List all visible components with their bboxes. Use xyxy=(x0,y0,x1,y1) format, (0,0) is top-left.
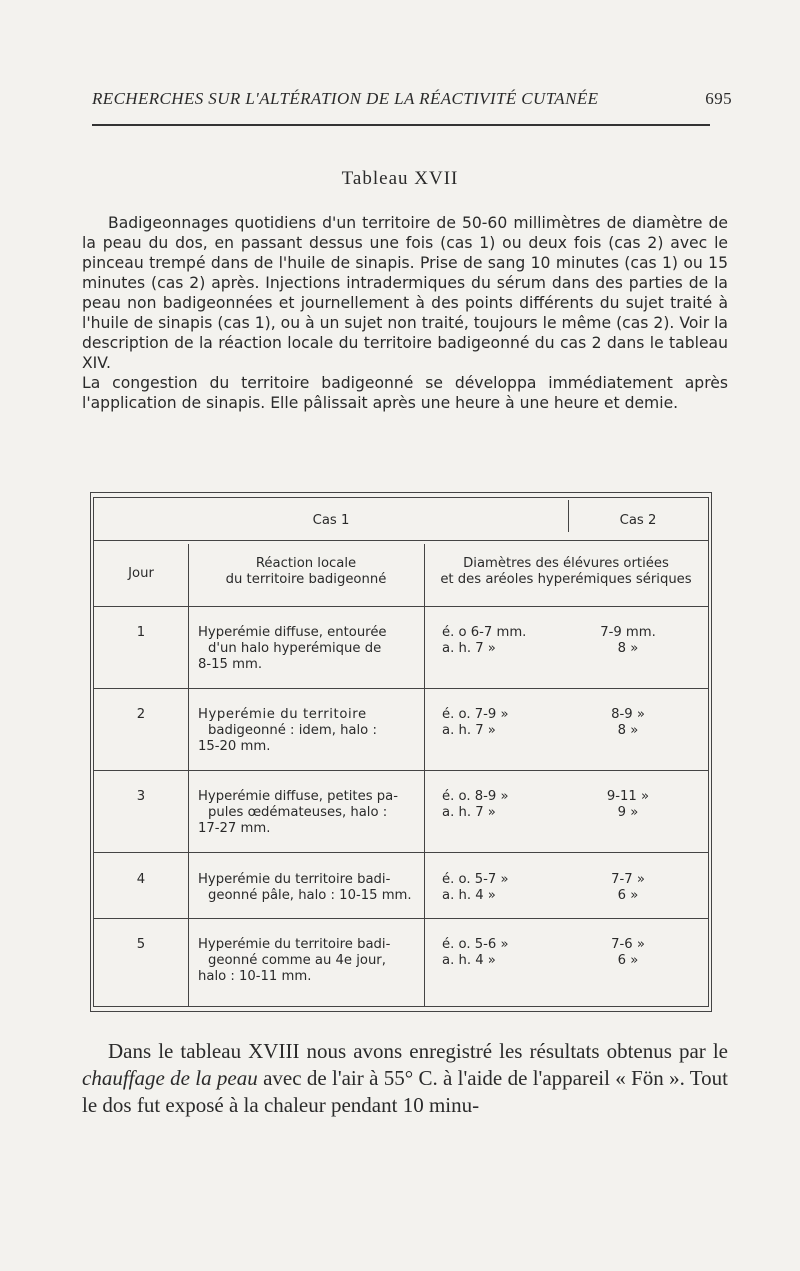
row-3-reaction xyxy=(198,789,416,837)
col-header-jour: Jour xyxy=(128,566,154,581)
row-5-cas2 xyxy=(578,937,678,969)
row-3-reaction-line: 17-27 mm. xyxy=(198,821,271,836)
row-2-cas2 xyxy=(578,707,678,739)
row-3-cas1 xyxy=(442,789,509,821)
cas1-label: Cas 1 xyxy=(312,513,350,528)
row-1-cas1-eo: é. o 6-7 mm. xyxy=(442,625,527,640)
col-divider-2 xyxy=(424,544,425,1006)
intro-paragraph-2: La congestion du territoire badigeonné se développa immédiatement après l'application de sinapis. Elle pâlissait après une heure à une heure et demie. xyxy=(82,374,728,412)
row-5-cas1-ah: a. h. 4 » xyxy=(442,953,496,968)
row-rule xyxy=(94,770,708,771)
row-rule xyxy=(94,852,708,853)
row-2-reaction-line: badigeonné : idem, halo : xyxy=(208,723,377,738)
intro-text xyxy=(82,213,728,413)
row-2-cas2-eo: 8-9 » xyxy=(611,707,645,722)
row-4-cas2-ah: 6 » xyxy=(617,888,639,903)
row-4-jour: 4 xyxy=(136,872,146,887)
header-rule-2 xyxy=(94,606,708,607)
row-3-cas1-ah: a. h. 7 » xyxy=(442,805,496,820)
row-5-jour: 5 xyxy=(136,937,146,952)
row-4-cas1-ah: a. h. 4 » xyxy=(442,888,496,903)
row-2-cas2-ah: 8 » xyxy=(617,723,639,738)
col-divider-1 xyxy=(188,544,189,1006)
col-header-reaction-line-1: Réaction locale xyxy=(255,556,357,571)
header-rule-1 xyxy=(94,540,708,541)
row-5-reaction-line: geonné comme au 4e jour, xyxy=(208,953,386,968)
row-3-reaction-line: Hyperémie diffuse, petites pa- xyxy=(198,789,398,804)
row-2-jour: 2 xyxy=(136,707,146,722)
row-1-cas1-ah: a. h. 7 » xyxy=(442,641,496,656)
row-5-cas1 xyxy=(442,937,509,969)
row-5-reaction xyxy=(198,937,416,985)
row-1-cas2-eo: 7-9 mm. xyxy=(600,625,656,640)
row-1-jour: 1 xyxy=(136,625,146,640)
col-header-diametres-line-2: et des aréoles hyperémiques sériques xyxy=(440,572,692,587)
row-5-cas2-eo: 7-6 » xyxy=(611,937,645,952)
row-3-jour: 3 xyxy=(136,789,146,804)
data-table xyxy=(90,492,712,1012)
col-header-diametres-line-1: Diamètres des élévures ortiées xyxy=(463,556,669,571)
page-number: 695 xyxy=(705,89,732,108)
row-1-reaction-line: 8-15 mm. xyxy=(198,657,263,672)
row-4-reaction xyxy=(198,872,416,904)
row-1-cas1 xyxy=(442,625,526,657)
row-5-reaction-line: halo : 10-11 mm. xyxy=(198,969,312,984)
closing-italic: chauffage de la peau xyxy=(82,1066,258,1090)
col-header-reaction-line-2: du territoire badigeonné xyxy=(225,572,387,587)
intro-paragraph-1: Badigeonnages quotidiens d'un territoire de 50-60 millimètres de diamètre de la peau du dos, en passant dessus une fois (cas 1) ou deux fois (cas 2) avec le pinceau trempé dans de l'huile de sinapis. Prise de sang 10 minutes (cas 1) ou 15 minutes (cas 2) après. Injections intradermiques du sérum dans des parties de la peau non badigeonnées et journellement à des points différents du sujet traité à l'huile de sinapis (cas 1), ou à un sujet non traité, toujours le même (cas 2). Voir la description de la réaction locale du territoire badigeonné du cas 2 dans le tableau XIV. xyxy=(82,214,728,372)
row-2-reaction-line: 15-20 mm. xyxy=(198,739,271,754)
running-header xyxy=(92,89,732,109)
closing-text-before: Dans le tableau XVIII nous avons enregistré les résultats obtenus par le xyxy=(108,1039,728,1063)
row-2-reaction-line: Hyperémie du territoire xyxy=(198,707,367,722)
row-4-cas1-eo: é. o. 5-7 » xyxy=(442,872,509,887)
row-4-cas2 xyxy=(578,872,678,904)
row-4-cas1 xyxy=(442,872,509,904)
row-4-reaction-line: Hyperémie du territoire badi- xyxy=(198,872,391,887)
row-3-cas2-ah: 9 » xyxy=(617,805,639,820)
row-3-cas2-eo: 9-11 » xyxy=(606,789,650,804)
col-header-reaction xyxy=(188,556,424,588)
row-3-cas1-eo: é. o. 8-9 » xyxy=(442,789,509,804)
row-rule xyxy=(94,918,708,919)
table-title: Tableau XVII xyxy=(341,168,459,189)
row-1-reaction-line: d'un halo hyperémique de xyxy=(208,641,382,656)
row-4-cas2-eo: 7-7 » xyxy=(611,872,645,887)
row-5-reaction-line: Hyperémie du territoire badi- xyxy=(198,937,391,952)
row-4-reaction-line: geonné pâle, halo : 10-15 mm. xyxy=(208,888,412,903)
closing-paragraph xyxy=(82,1038,728,1119)
row-1-reaction xyxy=(198,625,416,673)
closing-text-after: avec de l'air à 55° C. à l'aide de l'appareil « Fön ». Tout le dos fut exposé à la chaleur pendant 10 minu- xyxy=(82,1066,728,1117)
row-5-cas1-eo: é. o. 5-6 » xyxy=(442,937,509,952)
row-3-reaction-line: pules œdémateuses, halo : xyxy=(208,805,388,820)
row-1-cas2-ah: 8 » xyxy=(617,641,639,656)
row-2-cas1-ah: a. h. 7 » xyxy=(442,723,496,738)
row-5-cas2-ah: 6 » xyxy=(617,953,639,968)
cas2-label: Cas 2 xyxy=(619,513,657,528)
row-2-reaction xyxy=(198,707,416,755)
row-2-cas1-eo: é. o. 7-9 » xyxy=(442,707,509,722)
row-2-cas1 xyxy=(442,707,509,739)
running-title: RECHERCHES SUR L'ALTÉRATION DE LA RÉACTIVITÉ CUTANÉE xyxy=(92,89,599,108)
row-rule xyxy=(94,688,708,689)
header-rule xyxy=(92,124,710,126)
row-1-reaction-line: Hyperémie diffuse, entourée xyxy=(198,625,387,640)
row-1-cas2 xyxy=(578,625,678,657)
row-3-cas2 xyxy=(578,789,678,821)
col-header-diametres xyxy=(424,556,708,588)
